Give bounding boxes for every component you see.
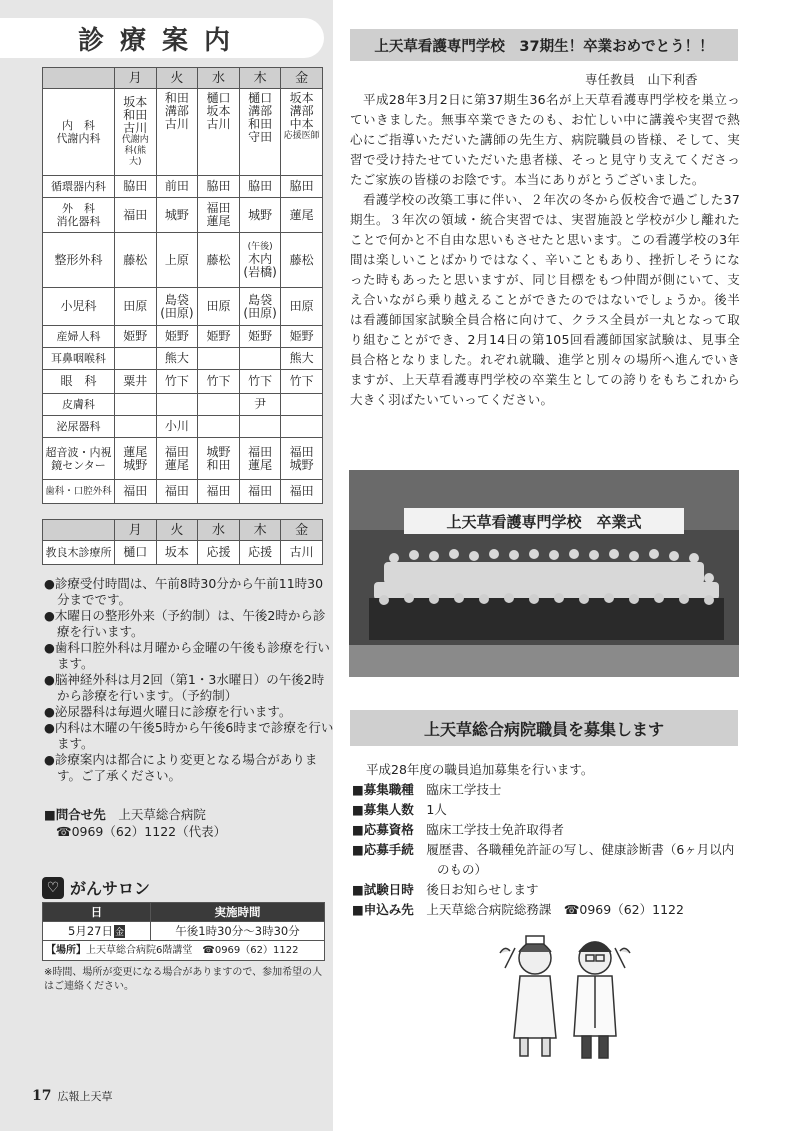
dept-cell: 小児科 [43,288,115,326]
day-header: 水 [198,68,240,89]
table-row [43,370,323,394]
doctor-note: (午後) [247,241,273,252]
dept-label-2: 鏡センター [51,458,106,472]
doctor-names: 樋口 溝部 和田 守田 [248,91,273,144]
doctor-cell [156,89,198,176]
page-name: 広報上天草 [57,1090,113,1103]
doctor-names: 和田 溝部 古川 [164,91,189,131]
schedule-header-row [43,520,323,541]
doctor-cell: 姫野 [281,326,323,348]
salon-title-text: がんサロン [70,879,151,898]
table-row [43,394,323,416]
salon-header-row [43,903,325,922]
header-corner [43,68,115,89]
doctor-cell: 姫野 [198,326,240,348]
doctor-names: 坂本 溝部 中本 [289,91,314,131]
doctor-cell: 粟井 [115,370,157,394]
salon-title [42,876,150,899]
recruit-label: ■応募手続 [352,842,414,857]
doctor-cell [239,288,281,326]
recruit-block [352,760,742,920]
doctor-cell [115,348,157,370]
doctor-cell [198,348,240,370]
note-item: ●木曜日の整形外来（予約制）は、午後2時から診療を行います。 [44,608,326,639]
dept-label: 外 科 [62,202,95,215]
doctor-names: 福田 城野 [289,444,314,472]
salon-place [42,941,325,961]
doctor-cell: 福田 [239,480,281,504]
table-row [43,416,323,438]
doctor-cell: 脇田 [198,176,240,198]
article-paragraph: 看護学校の改築工事に伴い、２年次の冬から仮校舎で過ごした37期生。３年次の領域・統合実習では、実習施設と学校が少し離れたことで何かと不自由な思いもさせたと思います。この看護学校の3年間は楽しいことばかりではなく、辛いこともあり、挫折しそうになった時もあったと思いますが、同じ目標をもつ仲間が側にいて、支え合いながら乗り越えることができたのではないでしょうか。後半は看護師国家試験全員合格に向けて、クラス全員が一丸となって取り組むことができ、2月14日の第105回看護師国家試験は、見事全員合格となりました。れぞれ就職、進学と別々の場所へ進んでいきますが、上天草看護専門学校の卒業生としての誇りをもちこれから大きく羽ばたいていってください。 [350,192,740,407]
contact-name: 上天草総合病院 [118,807,206,822]
dept-cell: 教良木診療所 [43,541,115,565]
salon-day-badge: 金 [114,925,125,938]
doctor-names: 城野 和田 [206,444,231,472]
doctor-cell: 熊大 [156,348,198,370]
doctor-cell: 田原 [198,288,240,326]
doctor-cell: 脇田 [115,176,157,198]
doctor-cell: 応援 [198,541,240,565]
contact-label: ■問合せ先 [44,807,106,822]
doctor-names: 坂本 和田 古川 [123,95,148,135]
note-item: ●脳神経外科は月2回（第1・3水曜日）の午後2時から診療を行います。（予約制） [44,672,325,703]
salon-day: 5月27日 [68,924,113,938]
doctor-cell [115,89,157,176]
day-header: 月 [115,520,157,541]
day-header: 月 [115,68,157,89]
doctor-cell [156,394,198,416]
recruit-label: ■試験日時 [352,882,414,897]
note-item: ●診療案内は都合により変更となる場合があります。ご了承ください。 [44,752,318,783]
doctor-names: 福田 蓮尾 [164,444,189,472]
recruit-row [352,820,742,840]
day-header: 火 [156,520,198,541]
doctor-cell: 藤松 [281,233,323,288]
doctor-cell: 古川 [281,541,323,565]
contact-tel: ☎0969（62）1122（代表） [56,824,227,839]
doctor-cell [239,89,281,176]
doctor-cell: 田原 [115,288,157,326]
note-item: ●泌尿器科は毎週火曜日に診療を行います。 [44,704,292,719]
salon-place-label: 【場所】 [46,945,86,956]
article-body [350,90,740,410]
schedule-table [42,67,323,504]
page-footer [32,1088,112,1104]
day-header: 金 [281,520,323,541]
salon-time: 午後1時30分～3時30分 [151,922,325,941]
doctor-cell: 竹下 [156,370,198,394]
note-item: ●歯科口腔外科は月曜から金曜の午後も診療を行います。 [44,640,330,671]
salon-table [42,902,325,941]
doctor-cell [281,394,323,416]
recruit-value: 臨床工学技士 [426,782,502,797]
doctor-cell: 城野 [156,198,198,233]
recruit-row [352,840,742,880]
dept-cell: 耳鼻咽喉科 [43,348,115,370]
doctor-cell [198,394,240,416]
recruit-value: 上天草総合病院総務課 ☎0969（62）1122 [426,902,684,917]
note-item: ●診療受付時間は、午前8時30分から午前11時30分までです。 [44,576,324,607]
salon-place-name: 上天草総合病院6階講堂 [86,945,193,956]
doctor-cell: 城野 [239,198,281,233]
doctor-cell: 福田 [115,480,157,504]
doctor-cell: 竹下 [281,370,323,394]
dept-cell: 泌尿器科 [43,416,115,438]
doctor-cell [115,394,157,416]
recruit-heading: 上天草総合病院職員を募集します [350,710,738,746]
table-row [43,176,323,198]
doctor-cell [198,198,240,233]
table-row [43,480,323,504]
doctor-cell [115,438,157,480]
doctor-names: 島袋 (田原) [160,292,194,320]
doctor-cell [239,233,281,288]
header-corner [43,520,115,541]
doctor-cell: 福田 [198,480,240,504]
recruit-row [352,900,742,920]
doctor-cell [156,288,198,326]
dept-label: 超音波・内視 [45,445,112,459]
note-item: ●内科は木曜の午後5時から午後6時まで診療を行います。 [44,720,334,751]
doctor-cell: 坂本 [156,541,198,565]
doctor-cell: 福田 [281,480,323,504]
dept-label-2: 代謝内科 [56,132,101,145]
dept-label-2: 消化器科 [56,215,101,228]
doctor-cell: 竹下 [239,370,281,394]
salon-day-cell [43,922,151,941]
doctor-cell [239,416,281,438]
recruit-value: 臨床工学技士免許取得者 [426,822,564,837]
recruit-value: 1人 [426,802,447,817]
salon-note: ※時間、場所が変更になる場合がありますので、参加希望の人はご連絡ください。 [44,967,323,992]
doctor-cell [198,416,240,438]
recruit-row [352,880,742,900]
doctor-cell: 竹下 [198,370,240,394]
clinic-schedule-table [42,519,323,565]
recruit-value: 履歴書、各職種免許証の写し、健康診断書（6ヶ月以内のもの） [426,842,735,877]
doctor-cell [198,89,240,176]
day-header: 木 [239,68,281,89]
doctor-cell [239,438,281,480]
page-number: 17 [32,1088,52,1104]
doctor-cell: 福田 [115,198,157,233]
doctor-note: 代謝内科(熊大) [121,135,149,167]
doctor-cell: 脇田 [239,176,281,198]
doctor-cell: 姫野 [239,326,281,348]
recruit-label: ■申込み先 [352,902,414,917]
doctor-cell [115,416,157,438]
table-row [43,541,323,565]
salon-head-time: 実施時間 [151,903,325,922]
article-paragraph: 平成28年3月2日に第37期生36名が上天草看護専門学校を巣立っていきました。無事卒業できたのも、お忙しい中に講義や実習で熱心にご指導いただいた講師の先生方、病院職員の皆様、そして、実習で受け持たせていただいた患者様、そっと見守り支えてくださったご家族の皆様のお陰です。本当にありがとうございました。 [350,92,740,187]
day-header: 火 [156,68,198,89]
doctor-names: 島袋 (田原) [243,292,277,320]
doctor-cell: 前田 [156,176,198,198]
section-title-tab [0,18,324,58]
table-row [43,89,323,176]
day-header: 水 [198,520,240,541]
doctor-names: 木内 (岩橋) [243,251,277,279]
salon-head-day: 日 [43,903,151,922]
table-row [43,438,323,480]
doctor-cell [281,89,323,176]
doctor-cell [281,416,323,438]
doctor-cell: 蓮尾 [281,198,323,233]
salon-place-tel: ☎0969（62）1122 [202,945,299,956]
schedule-header-row [43,68,323,89]
doctor-cell: 姫野 [115,326,157,348]
salon-row [43,922,325,941]
dept-cell [43,198,115,233]
table-row [43,348,323,370]
doctor-names: 樋口 坂本 古川 [206,91,231,131]
dept-cell: 眼 科 [43,370,115,394]
recruit-label: ■応募資格 [352,822,414,837]
recruit-value: 後日お知らせします [426,882,539,897]
dept-cell: 整形外科 [43,233,115,288]
dept-cell: 循環器内科 [43,176,115,198]
doctor-names: 蓮尾 城野 [123,444,148,472]
doctor-cell [156,438,198,480]
contact-block [44,806,226,840]
section-title: 診療案内 [77,25,246,56]
doctor-cell [198,438,240,480]
dept-cell [43,438,115,480]
day-header: 金 [281,68,323,89]
doctor-cell: 田原 [281,288,323,326]
doctor-cell: 脇田 [281,176,323,198]
table-row [43,198,323,233]
notes-list [44,576,334,784]
nurse-doctor-illustration [490,928,640,1063]
article-author: 専任教員 山下利香 [585,72,698,87]
day-header: 木 [239,520,281,541]
photo-banner-text: 上天草看護専門学校 卒業式 [446,513,642,531]
graduation-photo [349,470,739,677]
recruit-intro: 平成28年度の職員追加募集を行います。 [366,762,594,777]
doctor-cell: 尹 [239,394,281,416]
dept-cell: 産婦人科 [43,326,115,348]
doctor-cell: 上原 [156,233,198,288]
doctor-cell: 熊大 [281,348,323,370]
doctor-cell: 姫野 [156,326,198,348]
recruit-row [352,780,742,800]
recruit-label: ■募集人数 [352,802,414,817]
doctor-cell: 藤松 [115,233,157,288]
table-row [43,233,323,288]
doctor-cell [239,348,281,370]
doctor-names: 福田 蓮尾 [206,201,231,228]
table-row [43,326,323,348]
doctor-cell: 福田 [156,480,198,504]
dept-cell: 歯科・口腔外科 [43,480,115,504]
doctor-cell: 応援 [239,541,281,565]
article-heading: 上天草看護専門学校 37期生！卒業おめでとう！！ [350,29,738,61]
doctor-cell: 樋口 [115,541,157,565]
table-row [43,288,323,326]
recruit-label: ■募集職種 [352,782,414,797]
doctor-cell [281,438,323,480]
dept-cell: 皮膚科 [43,394,115,416]
doctor-cell: 藤松 [198,233,240,288]
recruit-row [352,800,742,820]
dept-cell [43,89,115,176]
doctor-note: 応援医師 [283,131,320,141]
dept-label: 内 科 [62,119,95,132]
doctor-names: 福田 蓮尾 [248,444,273,472]
doctor-cell: 小川 [156,416,198,438]
heart-icon: ♡ [42,877,64,899]
